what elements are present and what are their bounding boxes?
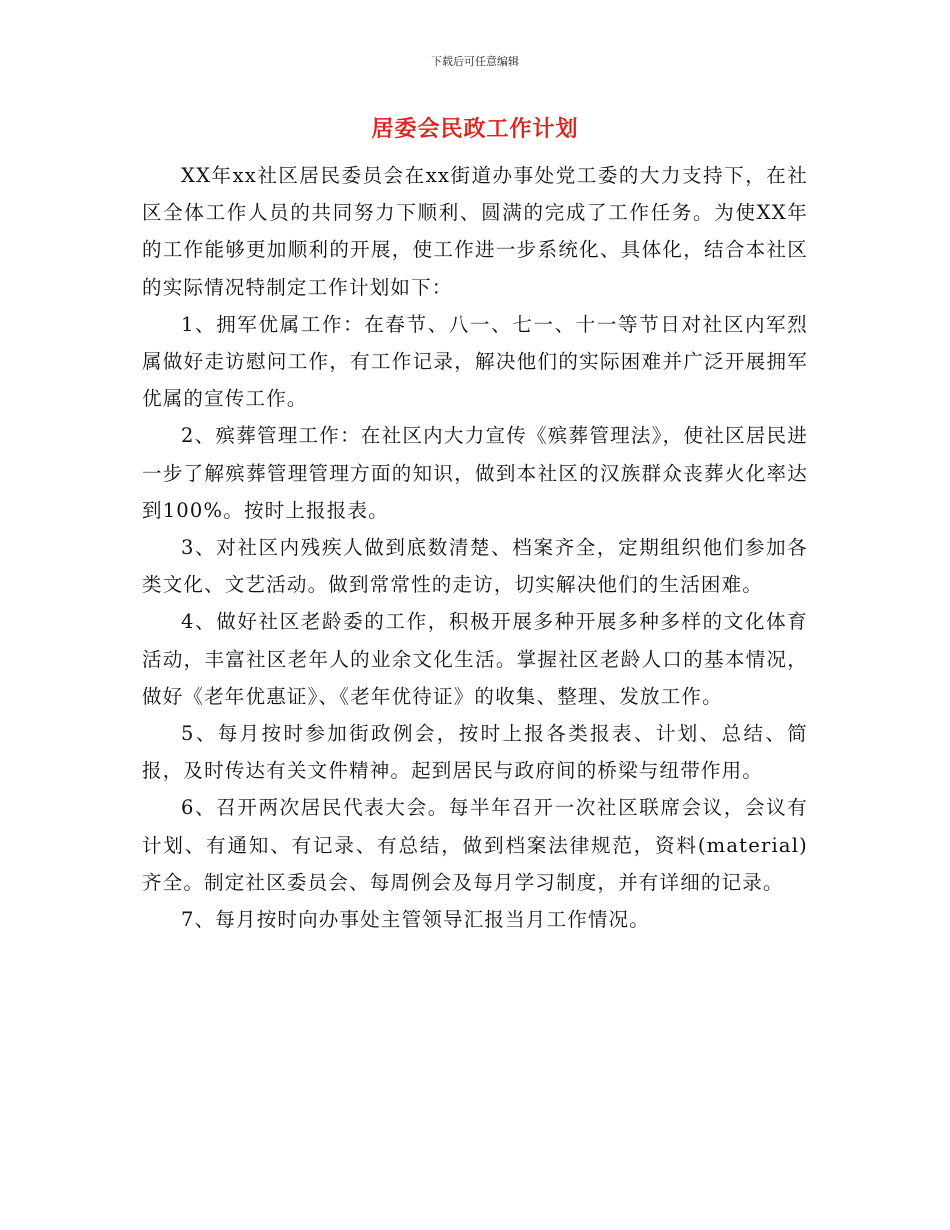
- paragraph-item-5: 5、每月按时参加街政例会，按时上报各类报表、计划、总结、简报，及时传达有关文件精神。起到居民与政府间的桥梁与纽带作用。: [142, 722, 808, 783]
- paragraph-item-1: 1、拥军优属工作：在春节、八一、七一、十一等节日对社区内军烈属做好走访慰问工作，有工作记录，解决他们的实际困难并广泛开展拥军优属的宣传工作。: [142, 312, 808, 411]
- paragraph-item-3: 3、对社区内残疾人做到底数清楚、档案齐全，定期组织他们参加各类文化、文艺活动。做到常常性的走访，切实解决他们的生活困难。: [142, 536, 808, 597]
- document-body: [142, 157, 808, 938]
- paragraph-item-6: 6、召开两次居民代表大会。每半年召开一次社区联席会议，会议有计划、有通知、有记录、有总结，做到档案法律规范，资料(material)齐全。制定社区委员会、每周例会及每月学习制度，并有详细的记录。: [142, 796, 808, 894]
- paragraph-intro: XX年xx社区居民委员会在xx街道办事处党工委的大力支持下，在社区全体工作人员的共同努力下顺利、圆满的完成了工作任务。为使XX年的工作能够更加顺利的开展，使工作进一步系统化、具体化，结合本社区的实际情况特制定工作计划如下：: [142, 164, 808, 299]
- document-title: 居委会民政工作计划: [371, 117, 579, 142]
- page-header-note: 下载后可任意编辑: [431, 55, 519, 68]
- paragraph-item-7: 7、每月按时向办事处主管领导汇报当月工作情况。: [181, 908, 651, 932]
- paragraph-item-4: 4、做好社区老龄委的工作，积极开展多种开展多种多样的文化体育活动，丰富社区老年人的业余文化生活。掌握社区老龄人口的基本情况，做好《老年优惠证》、《老年优待证》的收集、整理、发放工作。: [142, 610, 808, 708]
- paragraph-item-2: 2、殡葬管理工作：在社区内大力宣传《殡葬管理法》，使社区居民进一步了解殡葬管理管理方面的知识，做到本社区的汉族群众丧葬火化率达到100%。按时上报报表。: [142, 424, 808, 522]
